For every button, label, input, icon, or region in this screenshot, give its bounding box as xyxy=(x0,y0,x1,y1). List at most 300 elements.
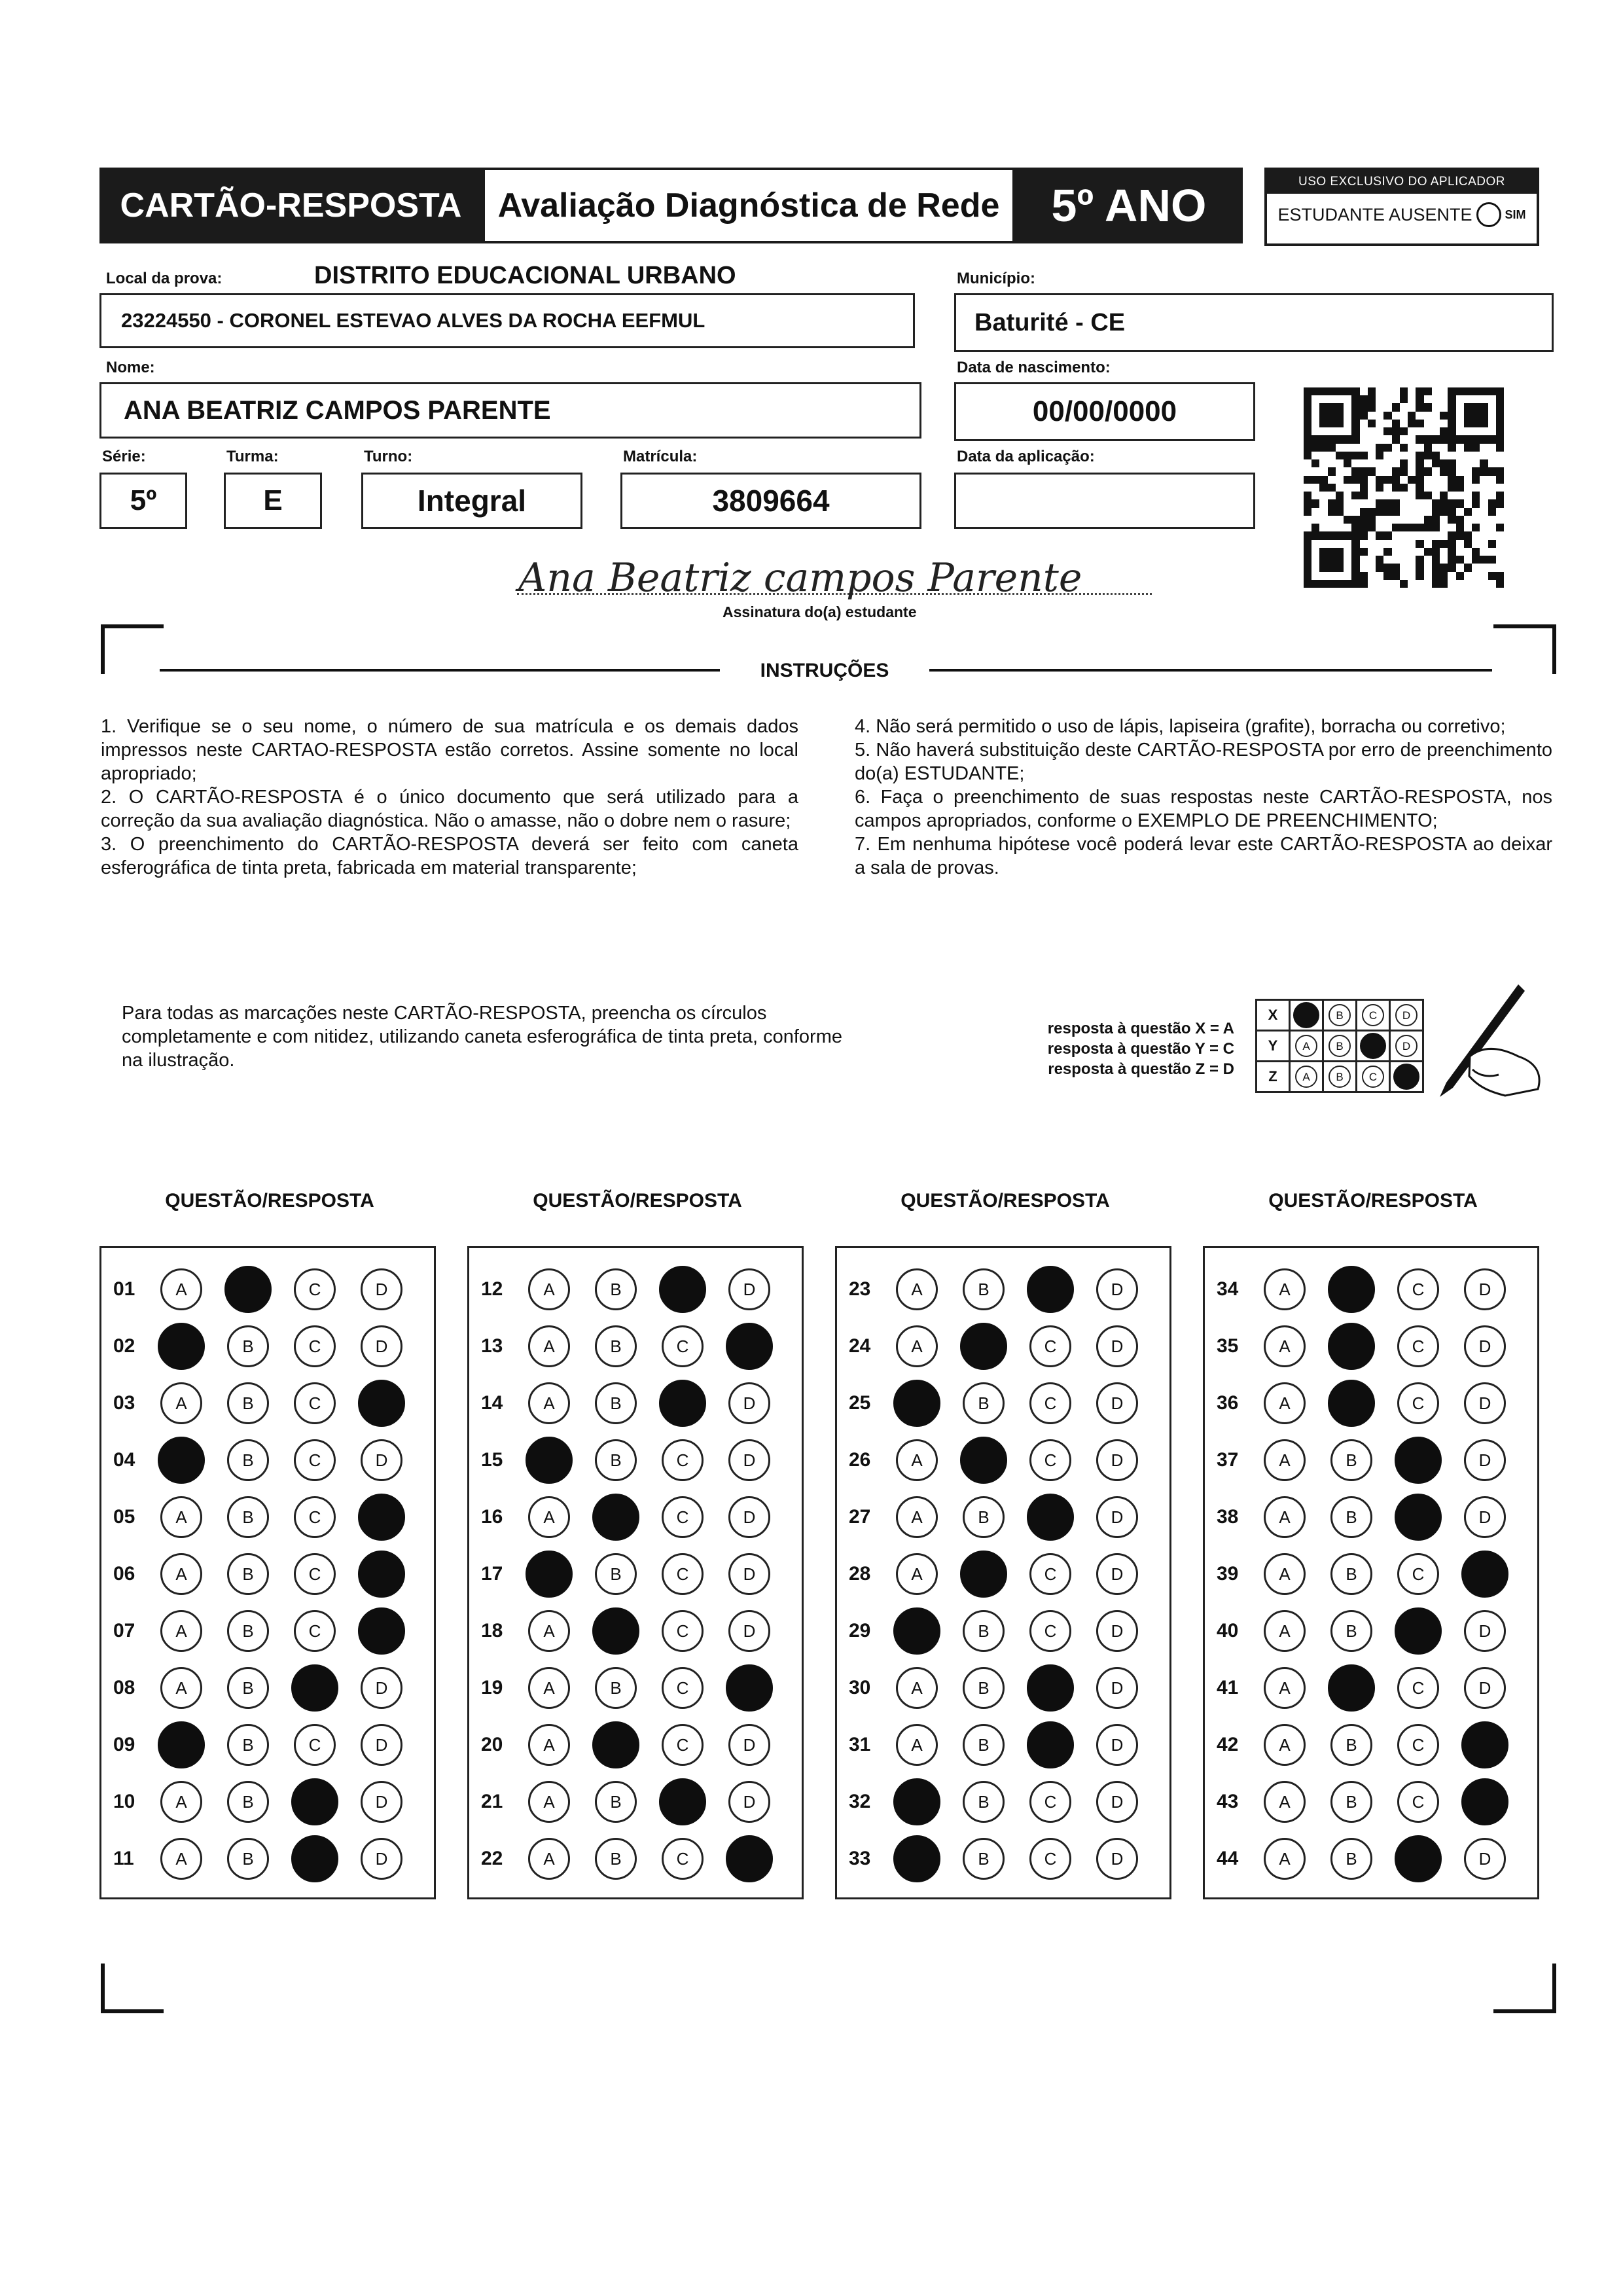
question-number: 26 xyxy=(849,1449,871,1471)
answer-bubble-d[interactable] xyxy=(358,1494,405,1541)
answer-bubble-c[interactable]: C xyxy=(1397,1382,1439,1424)
answer-column xyxy=(467,1246,804,1899)
answer-bubble-a[interactable]: A xyxy=(1264,1667,1306,1709)
answer-bubble-d[interactable]: D xyxy=(1464,1838,1506,1880)
answer-bubble-d[interactable]: D xyxy=(1096,1781,1138,1823)
answer-row xyxy=(101,1432,434,1488)
answer-bubble-c[interactable] xyxy=(659,1266,706,1313)
answer-bubble-a[interactable]: A xyxy=(528,1781,570,1823)
answer-bubble-d[interactable]: D xyxy=(1464,1325,1506,1367)
answer-bubble-a[interactable]: A xyxy=(160,1553,202,1595)
signature: Ana Beatriz campos Parente xyxy=(518,555,1082,601)
answer-bubble-d[interactable]: D xyxy=(361,1667,402,1709)
answer-bubble-d[interactable]: D xyxy=(728,1382,770,1424)
question-number: 23 xyxy=(849,1278,871,1300)
answer-bubble-a[interactable]: A xyxy=(1264,1553,1306,1595)
answer-bubble-c[interactable]: C xyxy=(1397,1724,1439,1766)
answer-bubble-a[interactable]: A xyxy=(1264,1781,1306,1823)
matricula-value: 3809664 xyxy=(712,484,830,518)
applicator-box xyxy=(1264,168,1539,246)
answer-column xyxy=(1203,1246,1539,1899)
pen-hand-illustration xyxy=(1407,978,1544,1102)
answer-bubble-a[interactable]: A xyxy=(896,1439,938,1481)
answer-bubble-b[interactable]: B xyxy=(227,1439,269,1481)
answer-bubble-d[interactable]: D xyxy=(1464,1382,1506,1424)
answer-bubble-b[interactable]: B xyxy=(227,1610,269,1652)
answer-bubble-b[interactable]: B xyxy=(595,1382,637,1424)
answer-bubble-b[interactable] xyxy=(1328,1380,1375,1427)
answer-row xyxy=(1205,1318,1537,1374)
question-number: 13 xyxy=(481,1335,503,1357)
answer-bubble-b[interactable]: B xyxy=(963,1268,1005,1310)
answer-bubble-d[interactable] xyxy=(1461,1778,1508,1825)
answer-bubble-a[interactable]: A xyxy=(528,1268,570,1310)
answer-row xyxy=(1205,1774,1537,1830)
local-value: DISTRITO EDUCACIONAL URBANO xyxy=(314,262,736,289)
answer-bubble-a[interactable]: A xyxy=(896,1268,938,1310)
answer-bubble-b[interactable] xyxy=(1328,1664,1375,1712)
answer-row xyxy=(837,1489,1169,1545)
answer-row xyxy=(101,1489,434,1545)
answer-bubble-a[interactable]: A xyxy=(160,1781,202,1823)
answer-bubble-a[interactable]: A xyxy=(160,1667,202,1709)
answer-bubble-a[interactable]: A xyxy=(528,1667,570,1709)
instructions-right xyxy=(855,715,1552,880)
answer-row xyxy=(837,1603,1169,1659)
answer-bubble-a[interactable]: A xyxy=(1264,1382,1306,1424)
answer-row xyxy=(1205,1831,1537,1887)
question-number: 02 xyxy=(113,1335,135,1357)
answer-bubble-b[interactable] xyxy=(592,1607,639,1655)
answer-row xyxy=(469,1603,802,1659)
answer-bubble-b[interactable]: B xyxy=(595,1667,637,1709)
answer-bubble-b[interactable]: B xyxy=(227,1382,269,1424)
matricula-field xyxy=(620,473,921,529)
answer-bubble-d[interactable]: D xyxy=(728,1268,770,1310)
question-number: 25 xyxy=(849,1392,871,1414)
answer-bubble-d[interactable]: D xyxy=(1464,1667,1506,1709)
answer-bubble-a[interactable] xyxy=(893,1607,940,1655)
answer-bubble-a[interactable]: A xyxy=(528,1496,570,1538)
answer-bubble-a[interactable] xyxy=(158,1721,205,1768)
answer-bubble-c[interactable] xyxy=(291,1778,338,1825)
question-number: 28 xyxy=(849,1563,871,1585)
question-number: 06 xyxy=(113,1563,135,1585)
answer-bubble-c[interactable]: C xyxy=(294,1439,336,1481)
answer-bubble-c[interactable]: C xyxy=(1029,1610,1071,1652)
corner-mark-bottom-right xyxy=(1493,1964,1556,2013)
turma-label: Turma: xyxy=(226,448,279,465)
answer-row xyxy=(1205,1261,1537,1318)
answer-bubble-c[interactable]: C xyxy=(294,1724,336,1766)
answer-row xyxy=(469,1432,802,1488)
question-number: 39 xyxy=(1217,1563,1239,1585)
answer-bubble-b[interactable]: B xyxy=(963,1610,1005,1652)
column-title: QUESTÃO/RESPOSTA xyxy=(165,1190,374,1211)
answer-bubble-b[interactable]: B xyxy=(963,1781,1005,1823)
question-number: 14 xyxy=(481,1392,503,1414)
example-bubble: B xyxy=(1329,1035,1351,1057)
municipio-label: Município: xyxy=(957,270,1035,287)
answer-bubble-c[interactable] xyxy=(1027,1721,1074,1768)
answer-bubble-b[interactable]: B xyxy=(227,1496,269,1538)
answer-row xyxy=(469,1318,802,1374)
answer-bubble-d[interactable]: D xyxy=(728,1496,770,1538)
answer-bubble-c[interactable] xyxy=(1395,1437,1442,1484)
answer-bubble-b[interactable]: B xyxy=(595,1838,637,1880)
answer-bubble-a[interactable] xyxy=(893,1778,940,1825)
answer-bubble-c[interactable]: C xyxy=(1029,1325,1071,1367)
answer-bubble-c[interactable]: C xyxy=(662,1667,704,1709)
answer-bubble-c[interactable] xyxy=(291,1835,338,1882)
answer-row xyxy=(469,1831,802,1887)
answer-bubble-d[interactable]: D xyxy=(1464,1496,1506,1538)
serie-value: 5º xyxy=(130,484,157,516)
question-number: 30 xyxy=(849,1677,871,1698)
answer-column xyxy=(99,1246,436,1899)
answer-bubble-a[interactable]: A xyxy=(1264,1325,1306,1367)
question-number: 31 xyxy=(849,1734,871,1755)
answer-bubble-c[interactable]: C xyxy=(1397,1553,1439,1595)
question-number: 12 xyxy=(481,1278,503,1300)
question-number: 33 xyxy=(849,1848,871,1869)
answer-bubble-d[interactable]: D xyxy=(1464,1268,1506,1310)
answer-bubble-a[interactable] xyxy=(158,1437,205,1484)
example-legend-line: resposta à questão X = A xyxy=(1047,1020,1234,1037)
answer-bubble-d[interactable]: D xyxy=(361,1838,402,1880)
answer-bubble-d[interactable]: D xyxy=(728,1610,770,1652)
answer-bubble-d[interactable] xyxy=(726,1835,773,1882)
answer-bubble-d[interactable]: D xyxy=(1096,1838,1138,1880)
answer-bubble-a[interactable]: A xyxy=(1264,1610,1306,1652)
answer-bubble-d[interactable]: D xyxy=(728,1553,770,1595)
question-number: 40 xyxy=(1217,1620,1239,1641)
question-number: 29 xyxy=(849,1620,871,1641)
answer-bubble-b[interactable] xyxy=(1328,1266,1375,1313)
answer-bubble-b[interactable]: B xyxy=(595,1781,637,1823)
signature-label: Assinatura do(a) estudante xyxy=(722,603,917,620)
answer-row xyxy=(1205,1603,1537,1659)
answer-row xyxy=(837,1318,1169,1374)
answer-bubble-c[interactable]: C xyxy=(1029,1382,1071,1424)
answer-bubble-a[interactable]: A xyxy=(528,1610,570,1652)
answer-bubble-c[interactable]: C xyxy=(1397,1325,1439,1367)
answer-bubble-b[interactable]: B xyxy=(1330,1781,1372,1823)
answer-bubble-b[interactable] xyxy=(960,1323,1007,1370)
answer-bubble-c[interactable] xyxy=(1027,1494,1074,1541)
aplicacao-label: Data da aplicação: xyxy=(957,448,1095,465)
column-title: QUESTÃO/RESPOSTA xyxy=(901,1190,1110,1211)
answer-bubble-c[interactable] xyxy=(1027,1664,1074,1712)
answer-bubble-d[interactable]: D xyxy=(1096,1439,1138,1481)
answer-bubble-d[interactable]: D xyxy=(728,1439,770,1481)
question-number: 09 xyxy=(113,1734,135,1755)
answer-bubble-d[interactable]: D xyxy=(1096,1325,1138,1367)
answer-bubble-c[interactable] xyxy=(1027,1266,1074,1313)
example-bubble: A xyxy=(1295,1035,1317,1057)
answer-bubble-c[interactable]: C xyxy=(294,1610,336,1652)
answer-row xyxy=(101,1261,434,1318)
answer-bubble-c[interactable]: C xyxy=(1397,1268,1439,1310)
example-bubble: B xyxy=(1329,1004,1351,1026)
answer-bubble-a[interactable]: A xyxy=(1264,1838,1306,1880)
answer-bubble-a[interactable]: A xyxy=(1264,1496,1306,1538)
instruction-item: 2. O CARTÃO-RESPOSTA é o único documento que será utilizado para a correção da sua avaliação diagnóstica. Não o amasse, não o dobre nem o rasure; xyxy=(101,787,798,831)
answer-bubble-d[interactable]: D xyxy=(361,1268,402,1310)
qr-code xyxy=(1304,387,1504,588)
answer-bubble-b[interactable]: B xyxy=(227,1838,269,1880)
answer-bubble-c[interactable]: C xyxy=(294,1382,336,1424)
question-number: 32 xyxy=(849,1791,871,1812)
example-question-label: X xyxy=(1257,1000,1290,1031)
answer-bubble-b[interactable]: B xyxy=(963,1382,1005,1424)
answer-bubble-c[interactable]: C xyxy=(294,1553,336,1595)
absent-checkbox[interactable] xyxy=(1476,202,1501,227)
fill-note: Para todas as marcações neste CARTÃO-RESPOSTA, preencha os círculos completamente e com nitidez, utilizando caneta esferográfica de tinta preta, conforme na ilustração. xyxy=(122,1003,842,1071)
answer-bubble-a[interactable]: A xyxy=(528,1838,570,1880)
instruction-item: 7. Em nenhuma hipótese você poderá levar este CARTÃO-RESPOSTA ao deixar a sala de provas. xyxy=(855,834,1552,878)
answer-row xyxy=(469,1717,802,1773)
answer-bubble-d[interactable]: D xyxy=(1096,1496,1138,1538)
answer-bubble-c[interactable]: C xyxy=(1029,1838,1071,1880)
answer-bubble-a[interactable]: A xyxy=(1264,1439,1306,1481)
answer-bubble-c[interactable] xyxy=(1395,1607,1442,1655)
instruction-item: 1. Verifique se o seu nome, o número de sua matrícula e os demais dados impressos neste CARTAO-RESPOSTA estão corretos. Assine somente no local apropriado; xyxy=(101,716,798,784)
instructions-left xyxy=(101,715,798,880)
answer-row xyxy=(1205,1375,1537,1431)
answer-bubble-d[interactable]: D xyxy=(361,1724,402,1766)
question-number: 07 xyxy=(113,1620,135,1641)
nascimento-field xyxy=(954,382,1255,441)
question-number: 11 xyxy=(113,1848,134,1869)
answer-bubble-d[interactable] xyxy=(1461,1721,1508,1768)
answer-bubble-a[interactable]: A xyxy=(160,1610,202,1652)
answer-bubble-a[interactable]: A xyxy=(160,1496,202,1538)
answer-bubble-a[interactable] xyxy=(158,1323,205,1370)
answer-bubble-d[interactable] xyxy=(726,1323,773,1370)
answer-bubble-c[interactable]: C xyxy=(662,1325,704,1367)
example-legend xyxy=(1018,1018,1234,1079)
answer-bubble-d[interactable]: D xyxy=(1096,1724,1138,1766)
answer-bubble-b[interactable]: B xyxy=(963,1724,1005,1766)
answer-bubble-c[interactable]: C xyxy=(662,1439,704,1481)
municipio-value: Baturité - CE xyxy=(974,308,1126,336)
answer-row xyxy=(469,1375,802,1431)
corner-mark-bottom-left xyxy=(101,1964,164,2013)
answer-bubble-c[interactable] xyxy=(291,1664,338,1712)
answer-row xyxy=(101,1831,434,1887)
answer-bubble-c[interactable]: C xyxy=(662,1838,704,1880)
answer-bubble-b[interactable]: B xyxy=(1330,1496,1372,1538)
answer-bubble-b[interactable]: B xyxy=(1330,1553,1372,1595)
answer-bubble-b[interactable]: B xyxy=(1330,1439,1372,1481)
answer-bubble-d[interactable] xyxy=(358,1380,405,1427)
answer-bubble-b[interactable]: B xyxy=(595,1268,637,1310)
answer-bubble-c[interactable] xyxy=(659,1380,706,1427)
question-number: 41 xyxy=(1217,1677,1239,1698)
answer-bubble-c[interactable]: C xyxy=(294,1496,336,1538)
answer-bubble-d[interactable]: D xyxy=(728,1724,770,1766)
answer-bubble-d[interactable] xyxy=(726,1664,773,1712)
answer-bubble-b[interactable]: B xyxy=(595,1325,637,1367)
instruction-item: 6. Faça o preenchimento de suas respostas neste CARTÃO-RESPOSTA, nos campos apropriados, conforme o EXEMPLO DE PREENCHIMENTO; xyxy=(855,787,1552,831)
answer-bubble-d[interactable]: D xyxy=(1464,1610,1506,1652)
answer-bubble-b[interactable]: B xyxy=(963,1667,1005,1709)
question-number: 34 xyxy=(1217,1278,1239,1300)
nome-field xyxy=(99,382,921,439)
answer-bubble-b[interactable] xyxy=(1328,1323,1375,1370)
answer-bubble-a[interactable] xyxy=(893,1835,940,1882)
answer-bubble-d[interactable] xyxy=(358,1607,405,1655)
corner-mark-top-left xyxy=(101,624,164,674)
answer-bubble-b[interactable]: B xyxy=(595,1439,637,1481)
answer-bubble-b[interactable]: B xyxy=(227,1724,269,1766)
answer-bubble-b[interactable] xyxy=(224,1266,272,1313)
answer-bubble-a[interactable]: A xyxy=(1264,1268,1306,1310)
question-number: 10 xyxy=(113,1791,135,1812)
question-number: 27 xyxy=(849,1506,871,1528)
answer-bubble-a[interactable]: A xyxy=(160,1382,202,1424)
column-title: QUESTÃO/RESPOSTA xyxy=(1268,1190,1478,1211)
answer-row xyxy=(1205,1489,1537,1545)
municipio-field xyxy=(954,293,1554,352)
answer-row xyxy=(101,1603,434,1659)
answer-bubble-c[interactable]: C xyxy=(662,1610,704,1652)
example-bubble: C xyxy=(1362,1004,1384,1026)
answer-bubble-a[interactable]: A xyxy=(528,1382,570,1424)
question-number: 19 xyxy=(481,1677,503,1698)
question-number: 03 xyxy=(113,1392,135,1414)
answer-row xyxy=(101,1660,434,1716)
answer-bubble-b[interactable]: B xyxy=(227,1781,269,1823)
answer-bubble-a[interactable] xyxy=(526,1437,573,1484)
answer-bubble-d[interactable]: D xyxy=(361,1439,402,1481)
example-bubble: B xyxy=(1329,1066,1351,1088)
answer-row xyxy=(101,1375,434,1431)
answer-bubble-c[interactable]: C xyxy=(294,1268,336,1310)
answer-bubble-a[interactable] xyxy=(893,1380,940,1427)
exam-title: Avaliação Diagnóstica de Rede xyxy=(482,168,1015,243)
example-legend-line: resposta à questão Z = D xyxy=(1048,1060,1234,1078)
answer-bubble-a[interactable]: A xyxy=(1264,1724,1306,1766)
answer-bubble-b[interactable]: B xyxy=(963,1496,1005,1538)
question-number: 22 xyxy=(481,1848,503,1869)
answer-bubble-d[interactable]: D xyxy=(361,1325,402,1367)
question-number: 04 xyxy=(113,1449,135,1471)
answer-bubble-d[interactable]: D xyxy=(728,1781,770,1823)
answer-bubble-a[interactable]: A xyxy=(896,1553,938,1595)
question-number: 16 xyxy=(481,1506,503,1528)
answer-bubble-b[interactable] xyxy=(960,1437,1007,1484)
question-number: 15 xyxy=(481,1449,503,1471)
instruction-item: 3. O preenchimento do CARTÃO-RESPOSTA deverá ser feito com caneta esferográfica de tinta preta, fabricada em material transparente; xyxy=(101,834,798,878)
answer-bubble-d[interactable]: D xyxy=(1096,1610,1138,1652)
instructions-rule-left xyxy=(160,669,720,672)
answer-bubble-d[interactable]: D xyxy=(1096,1667,1138,1709)
answer-bubble-b[interactable]: B xyxy=(1330,1610,1372,1652)
matricula-label: Matrícula: xyxy=(623,448,698,465)
turno-field xyxy=(361,473,582,529)
answer-bubble-c[interactable]: C xyxy=(662,1553,704,1595)
answer-bubble-c[interactable]: C xyxy=(1397,1667,1439,1709)
column-title: QUESTÃO/RESPOSTA xyxy=(533,1190,742,1211)
answer-bubble-b[interactable]: B xyxy=(595,1553,637,1595)
answer-bubble-b[interactable]: B xyxy=(227,1553,269,1595)
question-number: 42 xyxy=(1217,1734,1239,1755)
answer-row xyxy=(837,1831,1169,1887)
answer-bubble-a[interactable]: A xyxy=(896,1325,938,1367)
answer-bubble-b[interactable] xyxy=(592,1721,639,1768)
answer-row xyxy=(837,1261,1169,1318)
absent-option: SIM xyxy=(1505,207,1526,221)
answer-bubble-d[interactable] xyxy=(1461,1551,1508,1598)
example-bubble: D xyxy=(1395,1004,1418,1026)
question-number: 36 xyxy=(1217,1392,1239,1414)
answer-bubble-b[interactable] xyxy=(960,1551,1007,1598)
answer-row xyxy=(469,1546,802,1602)
example-table xyxy=(1255,999,1424,1093)
answer-bubble-a[interactable]: A xyxy=(160,1268,202,1310)
answer-row xyxy=(101,1318,434,1374)
question-number: 37 xyxy=(1217,1449,1239,1471)
answer-bubble-c[interactable] xyxy=(1395,1835,1442,1882)
answer-bubble-c[interactable] xyxy=(659,1778,706,1825)
answer-bubble-b[interactable]: B xyxy=(1330,1838,1372,1880)
answer-bubble-b[interactable]: B xyxy=(963,1838,1005,1880)
answer-bubble-d[interactable] xyxy=(358,1551,405,1598)
answer-bubble-c[interactable]: C xyxy=(662,1496,704,1538)
answer-bubble-a[interactable]: A xyxy=(528,1325,570,1367)
answer-bubble-a[interactable] xyxy=(526,1551,573,1598)
answer-row xyxy=(469,1660,802,1716)
question-number: 38 xyxy=(1217,1506,1239,1528)
answer-bubble-b[interactable] xyxy=(592,1494,639,1541)
answer-bubble-a[interactable]: A xyxy=(896,1667,938,1709)
answer-bubble-c[interactable]: C xyxy=(1397,1781,1439,1823)
answer-bubble-d[interactable]: D xyxy=(361,1781,402,1823)
answer-bubble-a[interactable]: A xyxy=(896,1496,938,1538)
local-label: Local da prova: xyxy=(106,270,223,287)
answer-bubble-c[interactable]: C xyxy=(1029,1439,1071,1481)
answer-bubble-b[interactable]: B xyxy=(227,1667,269,1709)
answer-row xyxy=(837,1375,1169,1431)
answer-bubble-a[interactable]: A xyxy=(528,1724,570,1766)
answer-bubble-c[interactable]: C xyxy=(1029,1553,1071,1595)
answer-bubble-b[interactable]: B xyxy=(1330,1724,1372,1766)
example-bubble: A xyxy=(1295,1066,1317,1088)
question-number: 20 xyxy=(481,1734,503,1755)
answer-bubble-a[interactable]: A xyxy=(896,1724,938,1766)
answer-bubble-d[interactable]: D xyxy=(1096,1382,1138,1424)
question-number: 17 xyxy=(481,1563,503,1585)
answer-bubble-c[interactable]: C xyxy=(662,1724,704,1766)
answer-row xyxy=(101,1717,434,1773)
answer-bubble-b[interactable]: B xyxy=(227,1325,269,1367)
answer-bubble-d[interactable]: D xyxy=(1464,1439,1506,1481)
answer-bubble-d[interactable]: D xyxy=(1096,1268,1138,1310)
answer-bubble-d[interactable]: D xyxy=(1096,1553,1138,1595)
answer-bubble-a[interactable]: A xyxy=(160,1838,202,1880)
example-bubble: D xyxy=(1395,1035,1418,1057)
answer-bubble-c[interactable] xyxy=(1395,1494,1442,1541)
turno-label: Turno: xyxy=(364,448,413,465)
answer-bubble-c[interactable]: C xyxy=(1029,1781,1071,1823)
answer-bubble-c[interactable]: C xyxy=(294,1325,336,1367)
answer-row xyxy=(837,1774,1169,1830)
applicator-label: USO EXCLUSIVO DO APLICADOR xyxy=(1267,170,1537,194)
corner-mark-top-right xyxy=(1493,624,1556,674)
answer-row xyxy=(101,1546,434,1602)
